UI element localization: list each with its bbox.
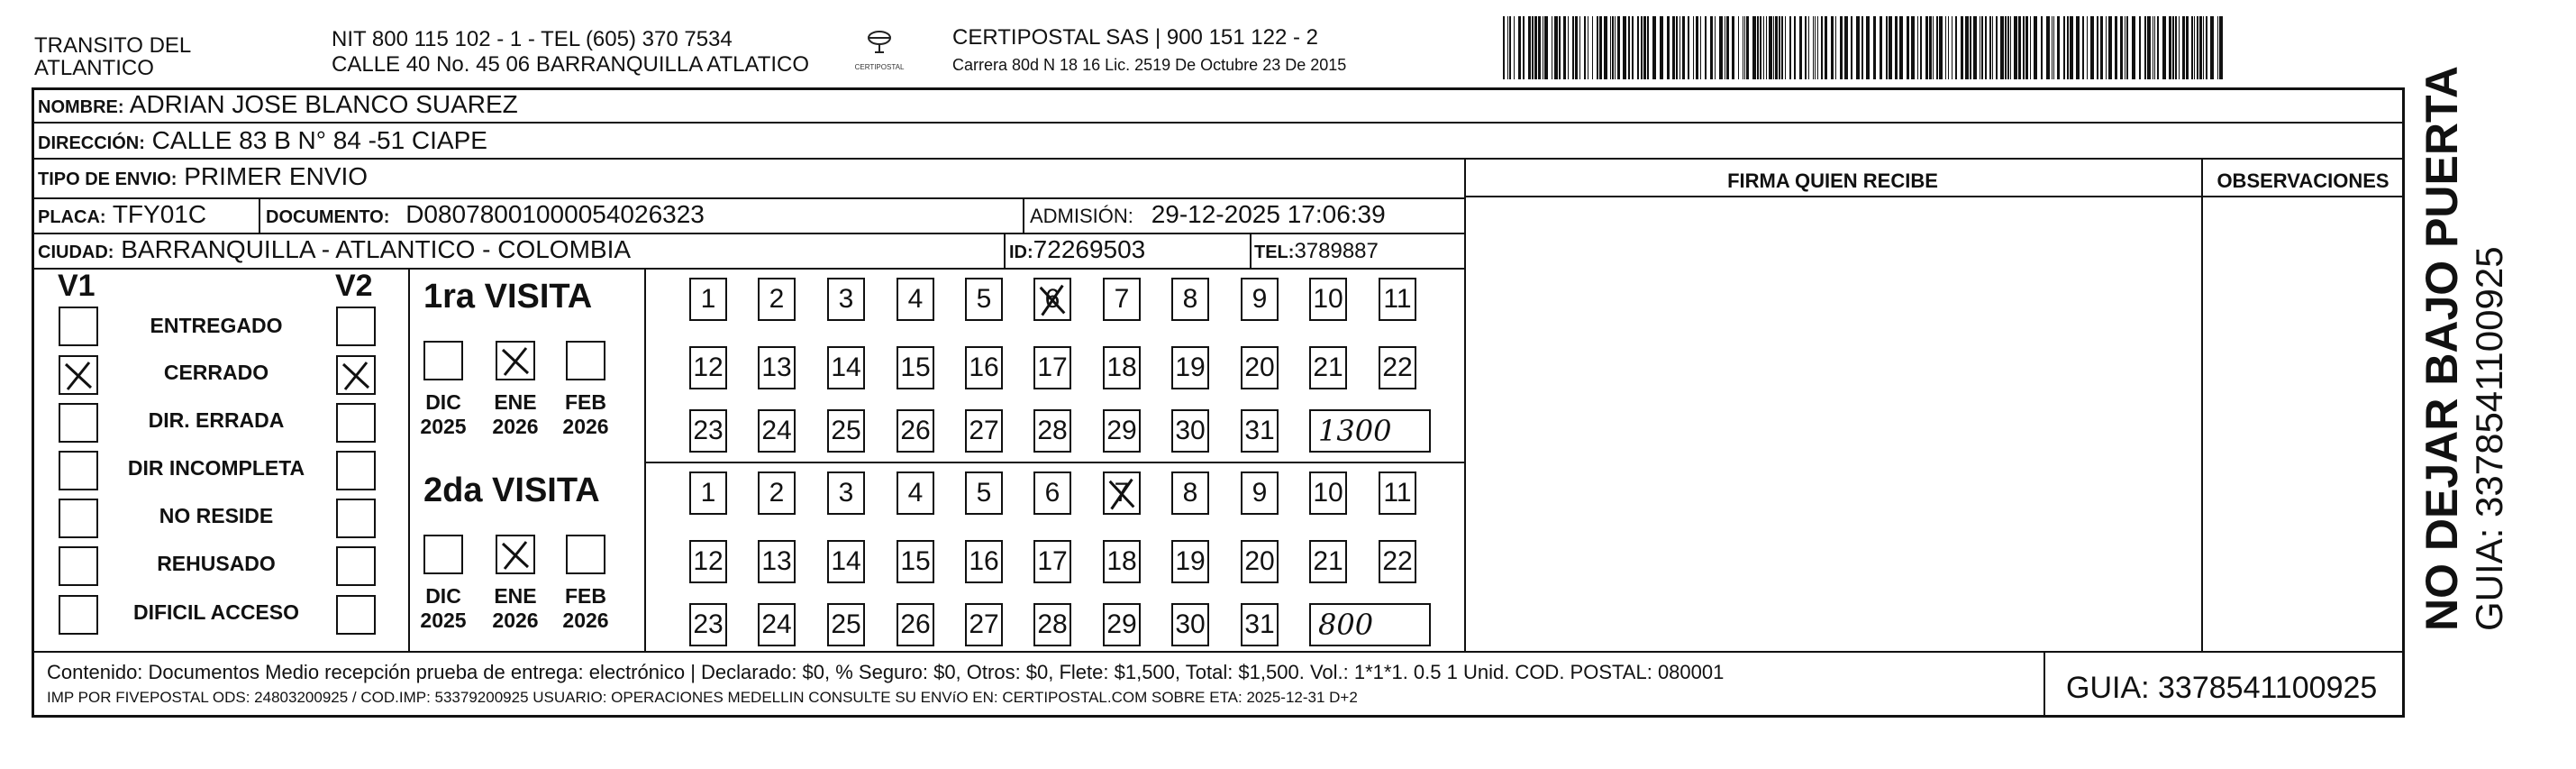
check-mark-icon	[338, 357, 374, 393]
day-box[interactable]	[1103, 278, 1141, 321]
day-box[interactable]	[689, 471, 727, 515]
ciudad-field	[38, 235, 631, 264]
day-box[interactable]	[758, 471, 796, 515]
status-option-label: ENTREGADO	[150, 314, 283, 337]
day-number: 15	[900, 352, 931, 382]
tipo-envio-value: PRIMER ENVIO	[184, 162, 369, 190]
day-number: 4	[907, 478, 924, 508]
day-box[interactable]	[965, 278, 1003, 321]
sender-name-line2: ATLANTICO	[34, 56, 154, 80]
v1-checkbox[interactable]	[59, 307, 98, 346]
day-box[interactable]	[965, 540, 1003, 583]
day-number: 12	[693, 546, 724, 576]
day-number: 1	[700, 284, 716, 314]
day-box[interactable]	[758, 603, 796, 646]
day-number: 22	[1382, 352, 1413, 382]
month-checkbox[interactable]	[496, 341, 535, 380]
observaciones-label: OBSERVACIONES	[2216, 169, 2389, 192]
day-number: 20	[1244, 352, 1275, 382]
month-label	[554, 584, 617, 633]
day-box[interactable]	[897, 540, 934, 583]
day-number: 10	[1313, 284, 1343, 314]
day-box[interactable]	[1103, 346, 1141, 389]
check-mark-icon	[60, 357, 96, 393]
status-option-label: REHUSADO	[157, 552, 276, 575]
day-box[interactable]	[1241, 540, 1279, 583]
day-number: 5	[976, 284, 992, 314]
check-mark-icon	[1105, 473, 1139, 513]
v2-heading: V2	[335, 269, 373, 303]
day-box[interactable]	[689, 603, 727, 646]
day-box[interactable]	[1379, 540, 1416, 583]
sender-address: CALLE 40 No. 45 06 BARRANQUILLA ATLATICO	[332, 52, 810, 77]
day-box[interactable]	[1033, 471, 1071, 515]
v2-checkbox[interactable]	[336, 355, 376, 395]
day-number: 14	[831, 352, 861, 382]
day-box[interactable]	[1241, 471, 1279, 515]
day-box[interactable]	[1033, 278, 1071, 321]
v2-checkbox[interactable]	[336, 546, 376, 586]
placa-label: PLACA:	[38, 207, 106, 227]
check-mark-icon	[1035, 279, 1070, 319]
day-number: 31	[1244, 416, 1275, 445]
month-year: 2026	[492, 415, 539, 438]
firma-label: FIRMA QUIEN RECIBE	[1727, 169, 1938, 192]
day-box[interactable]	[827, 278, 865, 321]
month-checkbox[interactable]	[566, 341, 605, 380]
day-box[interactable]	[1241, 346, 1279, 389]
day-box[interactable]	[1103, 540, 1141, 583]
v2-checkbox[interactable]	[336, 403, 376, 443]
day-box[interactable]	[965, 409, 1003, 453]
day-box[interactable]	[758, 346, 796, 389]
day-number: 18	[1106, 352, 1137, 382]
day-number: 29	[1106, 609, 1137, 639]
side-warning: NO DEJAR BAJO PUERTA	[2417, 66, 2467, 631]
month-label	[484, 584, 547, 633]
day-number: 23	[693, 416, 724, 445]
month-year: 2026	[562, 415, 609, 438]
nombre-value: ADRIAN JOSE BLANCO SUAREZ	[129, 90, 518, 118]
day-number: 13	[761, 546, 792, 576]
day-box[interactable]	[827, 471, 865, 515]
tel-value: 3789887	[1294, 239, 1379, 263]
v1-checkbox[interactable]	[59, 403, 98, 443]
day-box[interactable]	[1171, 603, 1209, 646]
day-number: 7	[1114, 284, 1130, 314]
day-number: 2	[769, 284, 785, 314]
sender-info	[332, 27, 809, 78]
day-number: 19	[1175, 546, 1206, 576]
day-box[interactable]	[1171, 540, 1209, 583]
v2-checkbox[interactable]	[336, 499, 376, 538]
status-option-label: CERRADO	[163, 361, 269, 384]
placa-value: TFY01C	[112, 200, 207, 228]
day-number: 9	[1252, 478, 1268, 508]
v2-checkbox[interactable]	[336, 451, 376, 490]
v1-heading: V1	[58, 269, 96, 303]
v1-checkbox[interactable]	[59, 451, 98, 490]
day-box[interactable]	[1033, 603, 1071, 646]
day-number: 6	[1044, 478, 1060, 508]
day-box[interactable]	[689, 278, 727, 321]
day-number: 21	[1313, 546, 1343, 576]
status-option-label: DIR. ERRADA	[148, 408, 285, 432]
day-number: 1	[700, 478, 716, 508]
month-checkbox[interactable]	[423, 535, 463, 574]
day-box[interactable]	[897, 409, 934, 453]
admision-label: ADMISIÓN:	[1030, 205, 1133, 227]
month-label	[412, 390, 475, 439]
day-number: 21	[1313, 352, 1343, 382]
day-box[interactable]	[965, 346, 1003, 389]
day-number: 19	[1175, 352, 1206, 382]
day-number: 30	[1175, 609, 1206, 639]
month-name: FEB	[565, 390, 606, 414]
day-number: 12	[693, 352, 724, 382]
month-year: 2025	[420, 609, 467, 632]
check-mark-icon	[497, 343, 533, 379]
day-box[interactable]	[897, 603, 934, 646]
day-number: 17	[1037, 352, 1068, 382]
day-number: 3	[838, 284, 854, 314]
day-number: 3	[838, 478, 854, 508]
month-name: DIC	[425, 584, 461, 608]
day-number: 26	[900, 609, 931, 639]
day-number: 23	[693, 609, 724, 639]
day-number: 16	[969, 546, 999, 576]
id-field	[1009, 235, 1145, 264]
day-box[interactable]	[758, 540, 796, 583]
day-box[interactable]	[965, 471, 1003, 515]
day-number: 27	[969, 416, 999, 445]
id-label: ID:	[1009, 243, 1033, 262]
tipo-envio-row	[38, 162, 368, 191]
logo-text: CERTIPOSTAL	[854, 63, 905, 71]
v1-checkbox[interactable]	[59, 355, 98, 395]
documento-value: D08078001000054026323	[405, 200, 705, 228]
ciudad-label: CIUDAD:	[38, 243, 114, 262]
tipo-envio-label: TIPO DE ENVIO:	[38, 169, 177, 189]
day-number: 9	[1252, 284, 1268, 314]
nombre-row	[38, 90, 518, 119]
day-number: 24	[761, 416, 792, 445]
courier-name: CERTIPOSTAL SAS | 900 151 122 - 2	[952, 25, 1318, 50]
month-year: 2026	[492, 609, 539, 632]
status-option-label: NO RESIDE	[159, 504, 274, 527]
day-number: 6	[1044, 284, 1060, 314]
day-number: 7	[1114, 478, 1130, 508]
day-box[interactable]	[1309, 471, 1347, 515]
sender-name-line1: TRANSITO DEL	[34, 33, 192, 58]
day-number: 29	[1106, 416, 1137, 445]
month-year: 2025	[420, 415, 467, 438]
status-option-label: DIR INCOMPLETA	[127, 456, 305, 480]
month-label	[554, 390, 617, 439]
day-box[interactable]	[1171, 278, 1209, 321]
day-box[interactable]	[897, 346, 934, 389]
day-number: 14	[831, 546, 861, 576]
day-box[interactable]	[827, 603, 865, 646]
month-label	[484, 390, 547, 439]
day-number: 15	[900, 546, 931, 576]
day-number: 2	[769, 478, 785, 508]
admision-field	[1030, 200, 1386, 229]
day-number: 11	[1383, 478, 1412, 508]
month-checkbox[interactable]	[496, 535, 535, 574]
status-option-label: DIFICIL ACCESO	[132, 600, 299, 624]
day-box[interactable]	[1103, 409, 1141, 453]
side-guia: GUIA: 3378541100925	[2468, 246, 2510, 631]
month-name: DIC	[425, 390, 461, 414]
day-box[interactable]	[827, 409, 865, 453]
v2-checkbox[interactable]	[336, 307, 376, 346]
day-box[interactable]	[897, 471, 934, 515]
visit-time[interactable]: 1300	[1309, 409, 1431, 453]
v1-checkbox[interactable]	[59, 546, 98, 586]
day-box[interactable]	[758, 278, 796, 321]
visit-title: 2da VISITA	[423, 471, 600, 509]
v1-checkbox[interactable]	[59, 595, 98, 635]
month-label	[412, 584, 475, 633]
day-box[interactable]	[1103, 603, 1141, 646]
day-box[interactable]	[1379, 346, 1416, 389]
day-number: 8	[1182, 284, 1198, 314]
day-box[interactable]	[1171, 346, 1209, 389]
day-box[interactable]	[689, 409, 727, 453]
day-number: 28	[1037, 416, 1068, 445]
day-box[interactable]	[965, 603, 1003, 646]
day-box[interactable]	[1033, 409, 1071, 453]
day-box[interactable]	[827, 540, 865, 583]
v2-checkbox[interactable]	[336, 595, 376, 635]
day-box[interactable]	[897, 278, 934, 321]
day-number: 13	[761, 352, 792, 382]
day-number: 18	[1106, 546, 1137, 576]
certipostal-logo	[847, 25, 912, 78]
day-number: 4	[907, 284, 924, 314]
tel-field	[1254, 239, 1379, 264]
documento-field	[266, 200, 705, 229]
day-box[interactable]	[1379, 278, 1416, 321]
day-box[interactable]	[1033, 540, 1071, 583]
day-box[interactable]	[1241, 278, 1279, 321]
day-box[interactable]	[758, 409, 796, 453]
month-name: ENE	[494, 584, 537, 608]
v1-checkbox[interactable]	[59, 499, 98, 538]
direccion-row	[38, 126, 487, 155]
barcode	[1503, 16, 2228, 79]
visit-title: 1ra VISITA	[423, 278, 593, 316]
logo-icon	[847, 25, 912, 61]
day-number: 30	[1175, 416, 1206, 445]
month-name: ENE	[494, 390, 537, 414]
courier-license: Carrera 80d N 18 16 Lic. 2519 De Octubre 23 De 2015	[952, 56, 1347, 74]
footer-contenido: Contenido: Documentos Medio recepción prueba de entrega: electrónico | Declarado: $0, % Seguro: $0, Otros: $0, Flete: $1,500, Total: $1,500. Vol.: 1*1*1. 0.5 1 Unid. COD. POSTAL: 080001	[47, 661, 1725, 683]
day-number: 26	[900, 416, 931, 445]
side-panel	[2416, 66, 2542, 631]
day-box[interactable]	[827, 346, 865, 389]
nombre-label: NOMBRE:	[38, 97, 124, 117]
day-number: 28	[1037, 609, 1068, 639]
id-value: 72269503	[1033, 235, 1146, 263]
footer-imp: IMP POR FIVEPOSTAL ODS: 24803200925 / COD.IMP: 53379200925 USUARIO: OPERACIONES MEDELLIN CONSULTE SU ENVíO EN: CERTIPOSTAL.COM SOBRE ETA: 2025-12-31 D+2	[47, 689, 1358, 706]
month-year: 2026	[562, 609, 609, 632]
day-number: 20	[1244, 546, 1275, 576]
day-box[interactable]	[1103, 471, 1141, 515]
admision-value: 29-12-2025 17:06:39	[1151, 200, 1386, 228]
day-number: 5	[976, 478, 992, 508]
sender-name	[34, 34, 305, 79]
sender-nit: NIT 800 115 102 - 1 - TEL (605) 370 7534	[332, 27, 733, 51]
day-number: 24	[761, 609, 792, 639]
day-box[interactable]	[1309, 346, 1347, 389]
day-number: 10	[1313, 478, 1343, 508]
placa-field	[38, 200, 206, 229]
day-box[interactable]	[1241, 603, 1279, 646]
day-number: 11	[1383, 284, 1412, 314]
visit-time[interactable]: 800	[1309, 603, 1431, 646]
day-number: 31	[1244, 609, 1275, 639]
day-number: 27	[969, 609, 999, 639]
day-box[interactable]	[1241, 409, 1279, 453]
ciudad-value: BARRANQUILLA - ATLANTICO - COLOMBIA	[121, 235, 632, 263]
day-number: 17	[1037, 546, 1068, 576]
direccion-label: DIRECCIÓN:	[38, 133, 145, 153]
day-box[interactable]	[1379, 471, 1416, 515]
day-box[interactable]	[1033, 346, 1071, 389]
day-box[interactable]	[1309, 540, 1347, 583]
day-number: 25	[831, 416, 861, 445]
month-name: FEB	[565, 584, 606, 608]
day-box[interactable]	[1171, 409, 1209, 453]
tel-label: TEL:	[1254, 243, 1295, 262]
documento-label: DOCUMENTO:	[266, 207, 390, 227]
day-number: 16	[969, 352, 999, 382]
day-box[interactable]	[1171, 471, 1209, 515]
day-box[interactable]	[689, 540, 727, 583]
month-checkbox[interactable]	[423, 341, 463, 380]
day-box[interactable]	[1309, 278, 1347, 321]
month-checkbox[interactable]	[566, 535, 605, 574]
footer-guia: GUIA: 3378541100925	[2066, 671, 2378, 705]
day-box[interactable]	[689, 346, 727, 389]
day-number: 25	[831, 609, 861, 639]
direccion-value: CALLE 83 B N° 84 -51 CIAPE	[151, 126, 487, 154]
day-number: 8	[1182, 478, 1198, 508]
day-number: 22	[1382, 546, 1413, 576]
check-mark-icon	[497, 536, 533, 572]
